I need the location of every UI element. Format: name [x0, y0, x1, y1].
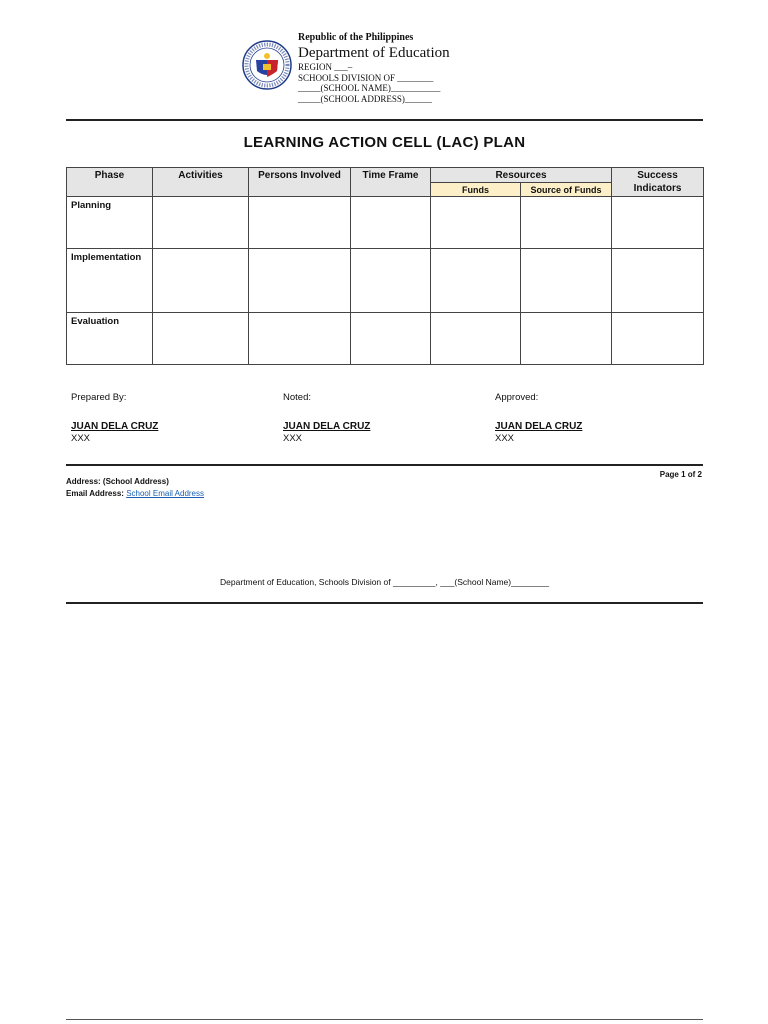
- prepared-by-label: Prepared By:: [71, 392, 127, 403]
- address-label: Address:: [66, 477, 101, 486]
- page-title: LEARNING ACTION CELL (LAC) PLAN: [243, 134, 526, 151]
- noted-label: Noted:: [283, 392, 311, 403]
- prepared-by-position: XXX: [71, 433, 91, 444]
- phase-cell: Planning: [67, 197, 153, 249]
- header-persons-involved: Persons Involved: [249, 168, 351, 197]
- header-resources: Resources: [431, 168, 612, 183]
- header-divider: [66, 119, 703, 121]
- header-time-frame: Time Frame: [351, 168, 431, 197]
- header-phase: Phase: [67, 168, 153, 197]
- prepared-by-block: [71, 392, 158, 444]
- email-link[interactable]: School Email Address: [126, 489, 205, 498]
- activities-cell[interactable]: [153, 197, 249, 249]
- phase-cell: Evaluation: [67, 313, 153, 365]
- school-address-line: _____(SCHOOL ADDRESS)______: [298, 93, 432, 104]
- activities-cell[interactable]: [153, 249, 249, 313]
- source-cell[interactable]: [521, 249, 612, 313]
- activities-cell[interactable]: [153, 313, 249, 365]
- republic-text: Republic of the Philippines: [298, 32, 414, 43]
- time-frame-cell[interactable]: [351, 313, 431, 365]
- time-frame-cell[interactable]: [351, 197, 431, 249]
- source-cell[interactable]: [521, 197, 612, 249]
- footer-divider: [66, 464, 703, 466]
- address-value: (School Address): [102, 477, 169, 486]
- phase-cell: Implementation: [67, 249, 153, 313]
- region-line: REGION ___–: [298, 62, 353, 72]
- source-cell[interactable]: [521, 313, 612, 365]
- persons-cell[interactable]: [249, 249, 351, 313]
- header-funds: Funds: [431, 183, 521, 197]
- noted-name: JUAN DELA CRUZ: [283, 421, 371, 432]
- table-row: [67, 249, 704, 313]
- page-number: Page 1 of 2: [659, 470, 702, 479]
- noted-position: XXX: [283, 433, 303, 444]
- success-cell[interactable]: [612, 197, 704, 249]
- header-activities: Activities: [153, 168, 249, 197]
- approved-label: Approved:: [495, 392, 539, 403]
- noted-by-block: [283, 392, 370, 444]
- approved-name: JUAN DELA CRUZ: [495, 421, 583, 432]
- page-bottom-divider: [66, 602, 703, 604]
- division-line: SCHOOLS DIVISION OF ________: [298, 72, 434, 83]
- success-cell[interactable]: [612, 313, 704, 365]
- agency-header: [298, 32, 450, 104]
- email-label: Email Address:: [66, 489, 124, 498]
- header-source-of-funds: Source of Funds: [521, 183, 612, 197]
- next-page-divider: [66, 1019, 703, 1020]
- approved-by-block: [495, 392, 582, 444]
- persons-cell[interactable]: [249, 197, 351, 249]
- time-frame-cell[interactable]: [351, 249, 431, 313]
- success-cell[interactable]: [612, 249, 704, 313]
- table-row: [67, 313, 704, 365]
- department-title: Department of Education: [298, 45, 450, 61]
- division-footer-text: Department of Education, Schools Division of _________, ___(School Name)________: [220, 577, 549, 587]
- prepared-by-name: JUAN DELA CRUZ: [71, 421, 159, 432]
- school-name-line: _____(SCHOOL NAME)___________: [298, 83, 441, 93]
- funds-cell[interactable]: [431, 197, 521, 249]
- deped-seal-icon: [242, 40, 292, 90]
- funds-cell[interactable]: [431, 313, 521, 365]
- approved-position: XXX: [495, 433, 515, 444]
- header-success-indicators: Success Indicators: [612, 168, 704, 197]
- footer-contact: [66, 476, 204, 500]
- table-row: [67, 197, 704, 249]
- funds-cell[interactable]: [431, 249, 521, 313]
- lac-plan-table: [66, 167, 704, 365]
- persons-cell[interactable]: [249, 313, 351, 365]
